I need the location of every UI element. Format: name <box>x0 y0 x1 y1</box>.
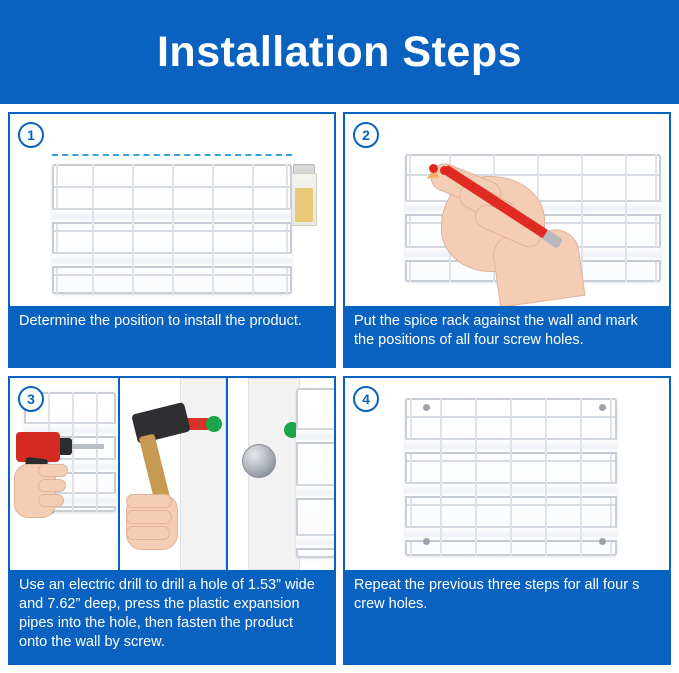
rack-divider-2 <box>132 164 134 294</box>
rack-divider-4 <box>212 164 214 294</box>
drill-bit-icon <box>68 444 104 449</box>
step-caption-3: Use an electric drill to drill a hole of 1.53” wide and 7.62” deep, press the plastic expansion pipes into the hole, then fasten the product onto the wall by screw. <box>10 570 334 663</box>
page-header <box>0 0 679 104</box>
step-number-badge-4: 4 <box>353 386 379 412</box>
rack-divider-5 <box>252 164 254 294</box>
hand-finger-2 <box>126 510 172 524</box>
step-caption-4: Repeat the previous three steps for all four s crew holes. <box>345 570 669 663</box>
screw-head-icon <box>242 444 276 478</box>
rack-divider-5 <box>580 398 582 556</box>
steps-grid <box>8 112 671 665</box>
sub-panel-divider-2 <box>226 378 228 570</box>
screw-mark-right <box>440 166 449 175</box>
rack-shelf-1 <box>296 428 334 444</box>
step-number-badge-3: 3 <box>18 386 44 412</box>
spice-jar <box>291 164 317 226</box>
rack-divider-4 <box>581 154 583 282</box>
hand-finger-3 <box>38 494 64 507</box>
rack-divider-1 <box>440 398 442 556</box>
screw-hole-bottom-right <box>599 538 606 545</box>
hand-finger-1 <box>126 494 172 508</box>
step-number-badge-2: 2 <box>353 122 379 148</box>
spice-rack-drawing <box>296 388 334 558</box>
hand-finger-2 <box>38 479 66 492</box>
rack-divider-2 <box>475 398 477 556</box>
screw-hole-bottom-left <box>423 538 430 545</box>
step-card-1 <box>8 112 336 368</box>
step-caption-1: Determine the position to install the product. <box>10 306 334 366</box>
screw-hole-top-right <box>599 404 606 411</box>
step-card-4 <box>343 376 671 665</box>
mounted-spice-rack-drawing <box>405 398 617 556</box>
hand-finger-3 <box>126 526 170 540</box>
wall-surface <box>180 378 226 570</box>
rack-divider-2 <box>72 392 74 512</box>
screw-hole-top-left <box>423 404 430 411</box>
spice-rack-drawing <box>52 164 292 294</box>
step-caption-2: Put the spice rack against the wall and mark the positions of all four screw holes. <box>345 306 669 366</box>
rack-divider-3 <box>510 398 512 556</box>
rack-shelf-3 <box>296 534 334 550</box>
step-card-3 <box>8 376 336 665</box>
sub-panel-divider-1 <box>118 378 120 570</box>
hand-finger-1 <box>38 464 68 477</box>
step-2-illustration <box>345 114 669 306</box>
page-title: Installation Steps <box>156 27 522 76</box>
jar-body <box>291 173 317 226</box>
rack-shelf-2 <box>296 484 334 500</box>
step-card-2 <box>343 112 671 368</box>
rack-divider-3 <box>96 392 98 512</box>
rack-divider-3 <box>172 164 174 294</box>
screw-mark-left <box>429 164 438 173</box>
rack-divider-4 <box>545 398 547 556</box>
rack-divider-5 <box>625 154 627 282</box>
step-number-badge-1: 1 <box>18 122 44 148</box>
plastic-anchor-green <box>206 416 222 432</box>
step-4-illustration <box>345 378 669 570</box>
rack-divider-1 <box>92 164 94 294</box>
sub-panel-hammer <box>120 378 226 570</box>
sub-panel-screw <box>228 378 334 570</box>
jar-contents <box>295 188 313 222</box>
rack-frame <box>296 388 334 558</box>
step-3-illustration <box>10 378 334 570</box>
alignment-guide-line <box>52 154 292 156</box>
step-1-illustration <box>10 114 334 306</box>
